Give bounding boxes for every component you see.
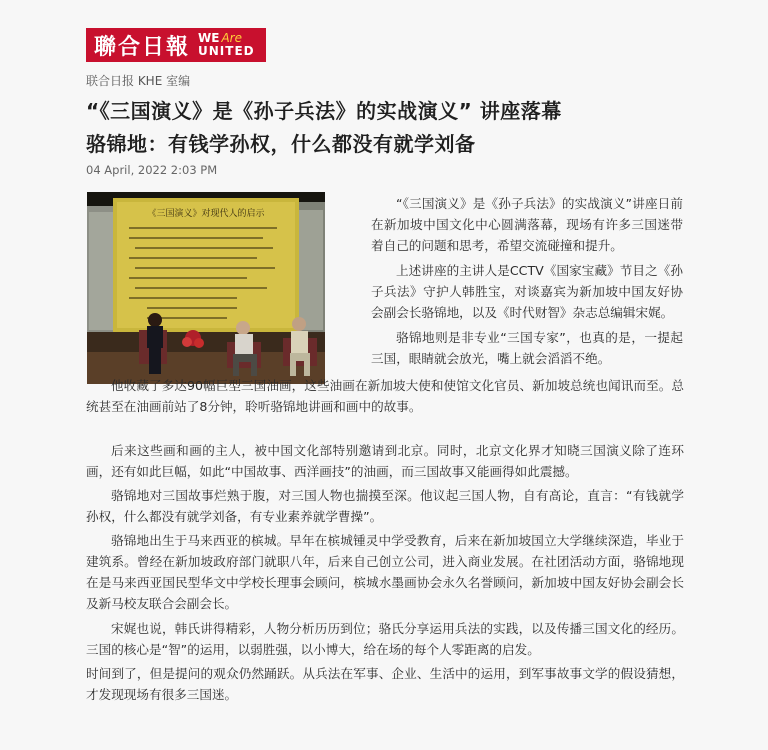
paragraph-4: 他收藏了多达90幅巨型三国油画，这些油画在新加坡大使和使馆文化官员、新加坡总统也闻讯而至。总统甚至在油画前站了8分钟，聆听骆锦地讲画和画中的故事。 [86, 378, 684, 414]
paragraph-2: 上述讲座的主讲人是CCTV《国家宝藏》节目之《孙子兵法》守护人韩胜宝，对谈嘉宾为新加坡中国友好协会副会长骆锦地，以及《时代财智》杂志总编辑宋娓。 [371, 263, 683, 320]
article-byline: 联合日报 KHE 室编 [86, 74, 191, 88]
article-date: 04 April, 2022 2:03 PM [86, 163, 218, 177]
paragraph-5: 后来这些画和画的主人，被中国文化部特别邀请到北京。同时，北京文化界才知晓三国演义除了连环画，还有如此巨幅，如此“中国故事、西洋画技”的油画，而三国故事又能画得如此震撼。 [86, 443, 684, 479]
logo-we-are-united [198, 32, 255, 58]
logo-united: UNITED [198, 44, 255, 58]
article-title-line-2: 骆锦地：有钱学孙权，什么都没有就学刘备 [86, 132, 476, 156]
logo-chinese-name: 聯合日報 [94, 33, 191, 60]
newspaper-logo[interactable] [86, 28, 266, 62]
lecture-photo [87, 192, 325, 384]
paragraph-9: 时间到了，但是提问的观众仍然踊跃。从兵法在军事、企业、生活中的运用，到军事故事文学的假设猜想，才发现现场有很多三国迷。 [86, 666, 684, 702]
article-title-line-1: “《三国演义》是《孙子兵法》的实战演义” 讲座落幕 [86, 99, 562, 123]
slide-title: 《三国演义》对现代人的启示 [147, 209, 265, 219]
paragraph-7: 骆锦地出生于马来西亚的槟城。早年在槟城锺灵中学受教育，后来在新加坡国立大学继续深造，毕业于建筑系。曾经在新加坡政府部门就职八年，后来自己创立公司，进入商业发展。在社团活动方面，骆锦地现在是马来西亚国民型华文中学校长理事会顾问，槟城水墨画协会永久名誉顾问，新加坡中国友好协会副会长及新马校友联合会副会长。 [86, 533, 684, 611]
paragraph-6: 骆锦地对三国故事烂熟于腹，对三国人物也揣摸至深。他议起三国人物，自有高论，直言：“有钱就学孙权，什么都没有就学刘备，有专业素养就学曹操”。 [86, 488, 684, 524]
logo-are: Are [221, 31, 242, 45]
paragraph-1: “《三国演义》是《孙子兵法》的实战演义”讲座日前在新加坡中国文化中心圆满落幕，现场有许多三国迷带着自己的问题和思考，希望交流碰撞和提升。 [371, 196, 683, 253]
paragraph-8: 宋娓也说，韩氏讲得精彩，人物分析历历到位；骆氏分享运用兵法的实践，以及传播三国文化的经历。三国的核心是“智”的运用，以弱胜强，以小博大，给在场的每个人零距离的启发。 [86, 621, 684, 657]
paragraph-3: 骆锦地则是非专业“三国专家”，也真的是，一提起三国，眼睛就会放光，嘴上就会滔滔不绝。 [371, 330, 683, 366]
logo-we: WE [198, 31, 220, 45]
